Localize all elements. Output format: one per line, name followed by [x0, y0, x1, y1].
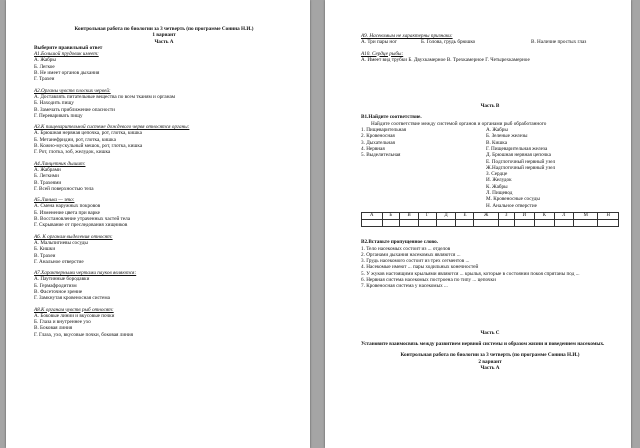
table-header-cell: К	[535, 212, 554, 219]
question-heading: А6. К органам выделения относят:	[34, 233, 113, 240]
document-page-right	[325, 0, 631, 448]
table-answer-cell[interactable]	[362, 220, 383, 227]
answer-option: В. Не имеет органов дыхания	[34, 70, 100, 77]
answer-option: Б. Метанефридии, рот, глотка, кишка	[34, 136, 116, 143]
table-header-cell: М	[574, 212, 598, 219]
b1-organ-item: В. Кишка	[486, 139, 508, 146]
instruction: Выберите правильный ответ	[34, 44, 103, 51]
b1-right-column	[486, 127, 555, 209]
part-b-label: Часть В	[480, 103, 500, 110]
table-answer-cell[interactable]	[598, 220, 619, 227]
b1-organ-item: И. Желудок	[486, 177, 512, 184]
document-page-left	[6, 0, 310, 448]
table-answer-cell[interactable]	[436, 220, 456, 227]
b2-item: 5. У жуков настоящими крыльями являются ... крылья, которые в состоянии покоя спрятаны под ...	[361, 270, 580, 277]
table-header-cell: Б	[382, 212, 399, 219]
answer-option: Г. Всей поверхностью тела	[34, 185, 94, 192]
table-answer-cell[interactable]	[474, 220, 498, 227]
b1-left-column	[361, 127, 486, 209]
page-left-content	[34, 26, 294, 338]
answer-option: Б. Легкими	[34, 173, 59, 180]
answer-option: А. Паутинные бородавки	[34, 276, 90, 283]
b2-item: 3. Грудь насекомого состоит из трех сегментов ...	[361, 258, 470, 265]
question-heading: А3.К пищеварительной системе дождевого червя относятся органы:	[34, 124, 190, 131]
b1-organ-item: Д. Брюшная нервная цепочка	[486, 152, 551, 159]
b1-organ-item: М. Кровеносные сосуды	[486, 196, 540, 203]
answer-option: В. Восстановление утраченных частей тела	[34, 216, 131, 223]
b2-title: В2.Вставьте пропущенное слово.	[361, 239, 439, 246]
answer-option: А. Смена наружных покровов	[34, 203, 101, 210]
answer-option: Г. Переваривать пищу	[34, 112, 83, 119]
table-header-cell: Л	[554, 212, 574, 219]
b1-organ-item: Л. Пищевод	[486, 190, 513, 197]
answer-option: В. Кожно-мускульный мешок, рот, глотка, кишка	[34, 143, 143, 150]
test-title-2: Контрольная работа по биологии за 3 четверть (по программе Сонина Н.И.)	[400, 352, 580, 359]
questions-list	[34, 51, 294, 338]
table-header-cell: И	[514, 212, 535, 219]
a9-option: В. Наличие простых глаз	[531, 39, 587, 46]
answer-option: Б. Легкое	[34, 63, 55, 70]
b2-item: 7. Кровеносная система у насекомых ...	[361, 283, 448, 290]
answer-option: В. Трахеи	[34, 252, 56, 259]
table-header-cell: Н	[598, 212, 619, 219]
question-a9: А9. Насекомым не характерны признаки:	[361, 33, 453, 39]
answer-option: А. Боковые линии и вкусовые почки	[34, 312, 115, 319]
b2-item: 1. Тело насекомых состоит из ... отделов	[361, 245, 451, 252]
question-heading: А5.Линька — это:	[34, 197, 75, 204]
table-answer-cell[interactable]	[574, 220, 598, 227]
answer-option: В. Трахеями	[34, 179, 62, 186]
a9-option: А. Три пары ног	[361, 39, 397, 46]
answer-option: Г. Замкнутая кровеносная система	[34, 295, 110, 302]
question-heading: А7.Характерными чертами пауков являются:	[34, 270, 137, 277]
answer-option: А. Доставлять питательные вещества по всем тканям и органам	[34, 93, 176, 100]
variant-label-2: 2 вариант	[478, 358, 502, 365]
table-answer-cell[interactable]	[456, 220, 474, 227]
answer-option: А. Жабрами	[34, 166, 61, 173]
b1-system-item: 5. Выделительная	[361, 152, 401, 159]
answer-option: А. Жабры	[34, 57, 56, 64]
b1-organ-item: Е. Подглоточный нервный узел	[486, 158, 556, 165]
answer-option: Б. Глаза и внутреннее ухо	[34, 319, 91, 326]
a10-options: А. Имеет вид трубки Б. Двухкамерное В. Трехкамерное Г. Четырехкамерное	[361, 56, 530, 63]
table-answer-cell[interactable]	[498, 220, 514, 227]
b2-item: 4. Насекомые имеют ... пары ходильных конечностей	[361, 264, 479, 271]
table-answer-cell[interactable]	[514, 220, 535, 227]
table-header-cell: З	[498, 212, 514, 219]
table-answer-cell[interactable]	[554, 220, 574, 227]
a9-option: Б. Голова, грудь брюшко	[421, 39, 476, 46]
b1-intro: Найдите соответствие между системой органов и органами рыб обработанного	[371, 120, 547, 127]
table-header-cell: А	[362, 212, 383, 219]
question-heading: А8.К органам чувств рыб относят:	[34, 306, 114, 313]
b1-system-item: 3. Дыхательная	[361, 139, 395, 146]
answer-option: Г. Анальное отверстие	[34, 258, 84, 265]
table-answer-cell[interactable]	[419, 220, 436, 227]
part-c-label: Часть С	[480, 329, 500, 336]
b1-organ-item: К. Жабры	[486, 183, 508, 190]
answer-option: В. Замечать приближение опасности	[34, 106, 115, 113]
b1-title: В1.Найдите соответствие.	[361, 114, 422, 121]
question-heading: А2.Органы чувств плоских червей:	[34, 87, 111, 94]
b1-system-item: 2. Кровеносная	[361, 133, 395, 140]
b1-organ-item: Г. Пищеварительная железа	[486, 145, 548, 152]
b1-organ-item: А. Жабры	[486, 127, 508, 134]
answer-option: А. Брюшная нервная цепочка, рот, глотка, кишка	[34, 130, 142, 137]
answer-option: Б. Находить пищу	[34, 100, 74, 107]
b1-matching	[361, 127, 619, 209]
b2-item: 2. Органами дыхания насекомых являются ...	[361, 251, 461, 258]
table-header-cell: Е	[456, 212, 474, 219]
table-header-cell: Ж	[474, 212, 498, 219]
b1-organ-item: Н. Анальное отверстие	[486, 202, 537, 209]
b1-system-item: 4. Нервная	[361, 145, 385, 152]
answer-option: Г. Скрывание от преследования хищников	[34, 222, 128, 229]
answer-option: Г. Рот, глотка, зоб, желудок, кишка	[34, 149, 111, 156]
answer-option: В. Фасеточное зрение	[34, 288, 83, 295]
question-heading: А1.Большой прудовик имеет:	[34, 51, 99, 58]
table-header-cell: Г	[419, 212, 436, 219]
answer-option: Б. Изменение цвета при варке	[34, 209, 100, 216]
b2-list	[361, 246, 619, 290]
table-answer-cell[interactable]	[399, 220, 418, 227]
part-label: Часть А	[154, 38, 174, 45]
variant-label: 1 вариант	[152, 32, 176, 39]
b1-organ-item: Б. Зеленые железы	[486, 133, 528, 140]
b1-system-item: 1. Пищеварительная	[361, 127, 407, 134]
table-header-cell: Д	[436, 212, 456, 219]
a9-options	[361, 39, 619, 45]
b1-organ-item: З. Сердце	[486, 171, 508, 178]
answer-option: А. Мальпигиевы сосуды	[34, 239, 88, 246]
answer-option: Г. Глаза, ухо, вкусовые почки, боковая линия	[34, 331, 134, 338]
c-task: Установите взаимосвязь между развитием нервной системы и образом жизни и поведением насекомых.	[361, 340, 605, 347]
answer-table	[361, 212, 619, 227]
table-answer-cell[interactable]	[382, 220, 399, 227]
table-answer-cell[interactable]	[535, 220, 554, 227]
b2-item: 6. Нервная система насекомых построена по типу ... цепочки	[361, 277, 496, 284]
answer-option: В. Боковая линия	[34, 325, 73, 332]
table-header-cell: В	[399, 212, 418, 219]
b1-organ-item: Ж.Надглоточный нервный узел	[486, 164, 556, 171]
answer-option: Г. Трахеи	[34, 76, 55, 83]
part-label-2: Часть А	[480, 364, 500, 371]
question-heading: А4.Ланцетник дышит:	[34, 160, 86, 167]
page-right-content	[361, 33, 619, 371]
answer-option: Б. Кишки	[34, 246, 56, 253]
test-title: Контрольная работа по биологии за 3 четверть (по программе Сонина Н.И.)	[74, 26, 254, 32]
question-a10: А10. Сердце рыбы:	[361, 50, 404, 57]
answer-option: Б. Гермафродитизм	[34, 282, 77, 289]
